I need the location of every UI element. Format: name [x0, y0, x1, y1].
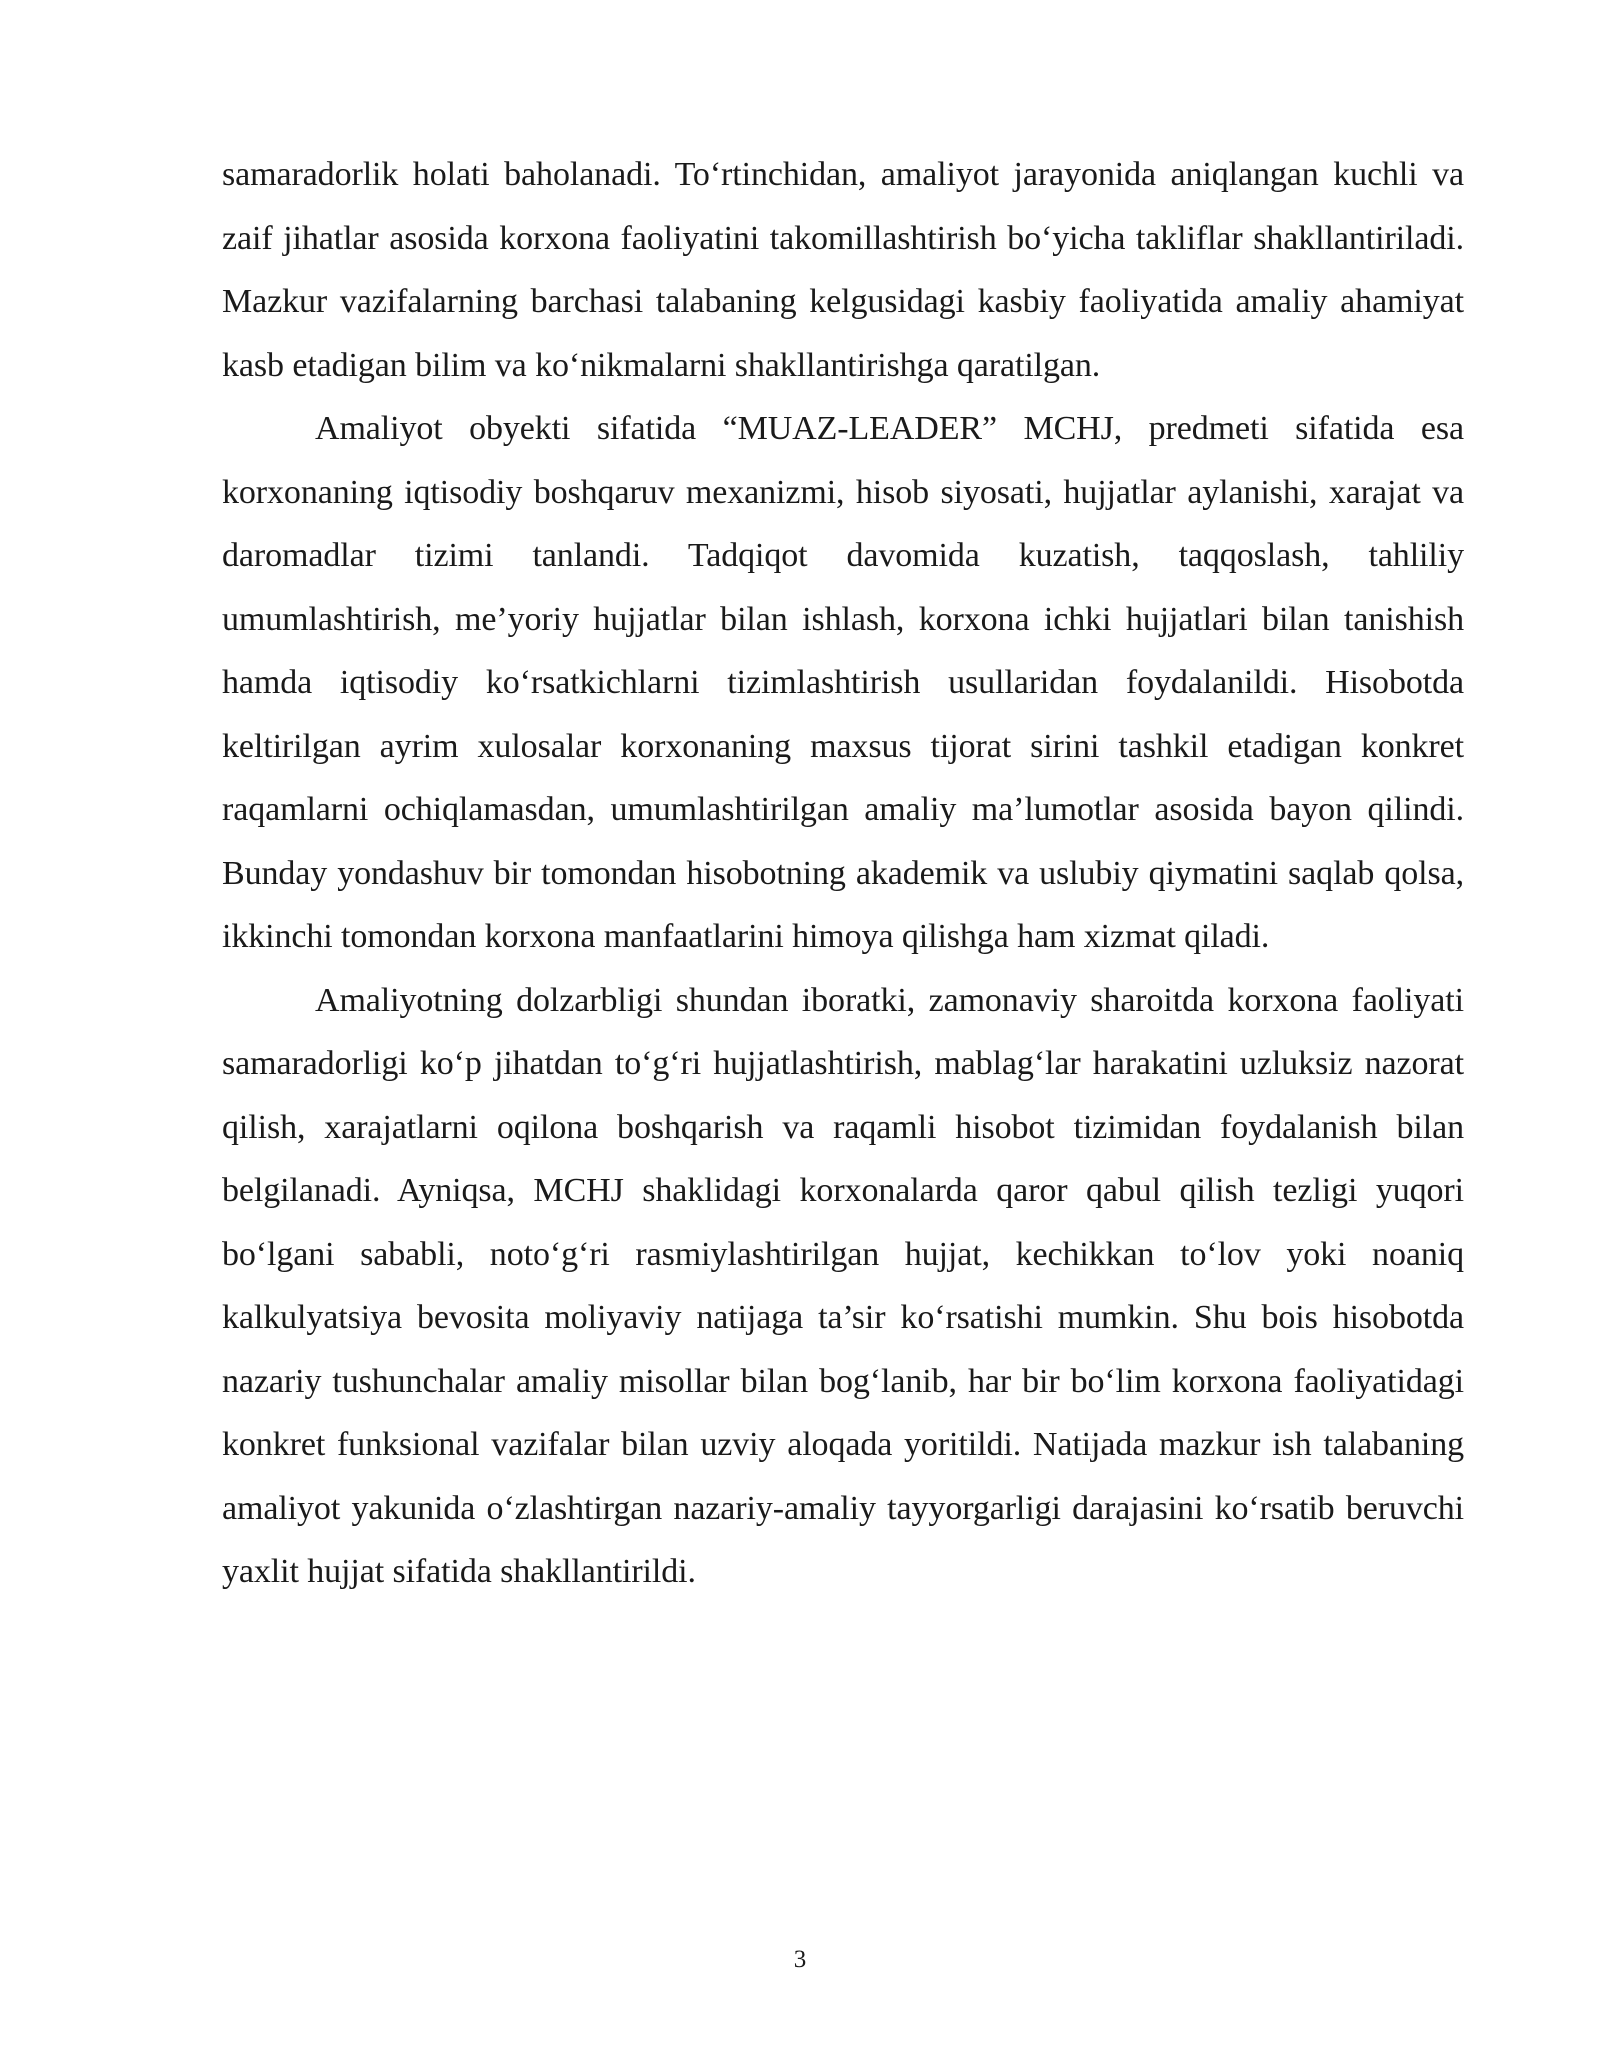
- paragraph-continuation: samaradorlik holati baholanadi. To‘rtinchidan, amaliyot jarayonida aniqlangan kuchli va zaif jihatlar asosida korxona faoliyatini takomillashtirish bo‘yicha takliflar shakllantiriladi. Mazkur vazifalarning barchasi talabaning kelgusidagi kasbiy faoliyatida amaliy ahamiyat kasb etadigan bilim va ko‘nikmalarni shakllantirishga qaratilgan.: [222, 156, 1464, 384]
- paragraph-object-subject: Amaliyot obyekti sifatida “MUAZ-LEADER” MCHJ, predmeti sifatida esa korxonaning iqtisodiy boshqaruv mexanizmi, hisob siyosati, hujjatlar aylanishi, xarajat va daromadlar tizimi tanlandi. Tadqiqot davomida kuzatish, taqqoslash, tahliliy umumlashtirish, me’yoriy hujjatlar bilan ishlash, korxona ichki hujjatlari bilan tanishish hamda iqtisodiy ko‘rsatkichlarni tizimlashtirish usullaridan foydalanildi. Hisobotda keltirilgan ayrim xulosalar korxonaning maxsus tijorat sirini tashkil etadigan konkret raqamlarni ochiqlamasdan, umumlashtirilgan amaliy ma’lumotlar asosida bayon qilindi. Bunday yondashuv bir tomondan hisobotning akademik va uslubiy qiymatini saqlab qolsa, ikkinchi tomondan korxona manfaatlarini himoya qilishga ham xizmat qiladi.: [222, 410, 1464, 955]
- paragraph-relevance: Amaliyotning dolzarbligi shundan iboratki, zamonaviy sharoitda korxona faoliyati samaradorligi ko‘p jihatdan to‘g‘ri hujjatlashtirish, mablag‘lar harakatini uzluksiz nazorat qilish, xarajatlarni oqilona boshqarish va raqamli hisobot tizimidan foydalanish bilan belgilanadi. Ayniqsa, MCHJ shaklidagi korxonalarda qaror qabul qilish tezligi yuqori bo‘lgani sababli, noto‘g‘ri rasmiylashtirilgan hujjat, kechikkan to‘lov yoki noaniq kalkulyatsiya bevosita moliyaviy natijaga ta’sir ko‘rsatishi mumkin. Shu bois hisobotda nazariy tushunchalar amaliy misollar bilan bog‘lanib, har bir bo‘lim korxona faoliyatidagi konkret funksional vazifalar bilan uzviy aloqada yoritildi. Natijada mazkur ish talabaning amaliyot yakunida o‘zlashtirgan nazariy-amaliy tayyorgarligi darajasini ko‘rsatib beruvchi yaxlit hujjat sifatida shakllantirildi.: [222, 981, 1464, 1590]
- page-number: 3: [793, 1946, 807, 1973]
- body-text: [222, 143, 1464, 1604]
